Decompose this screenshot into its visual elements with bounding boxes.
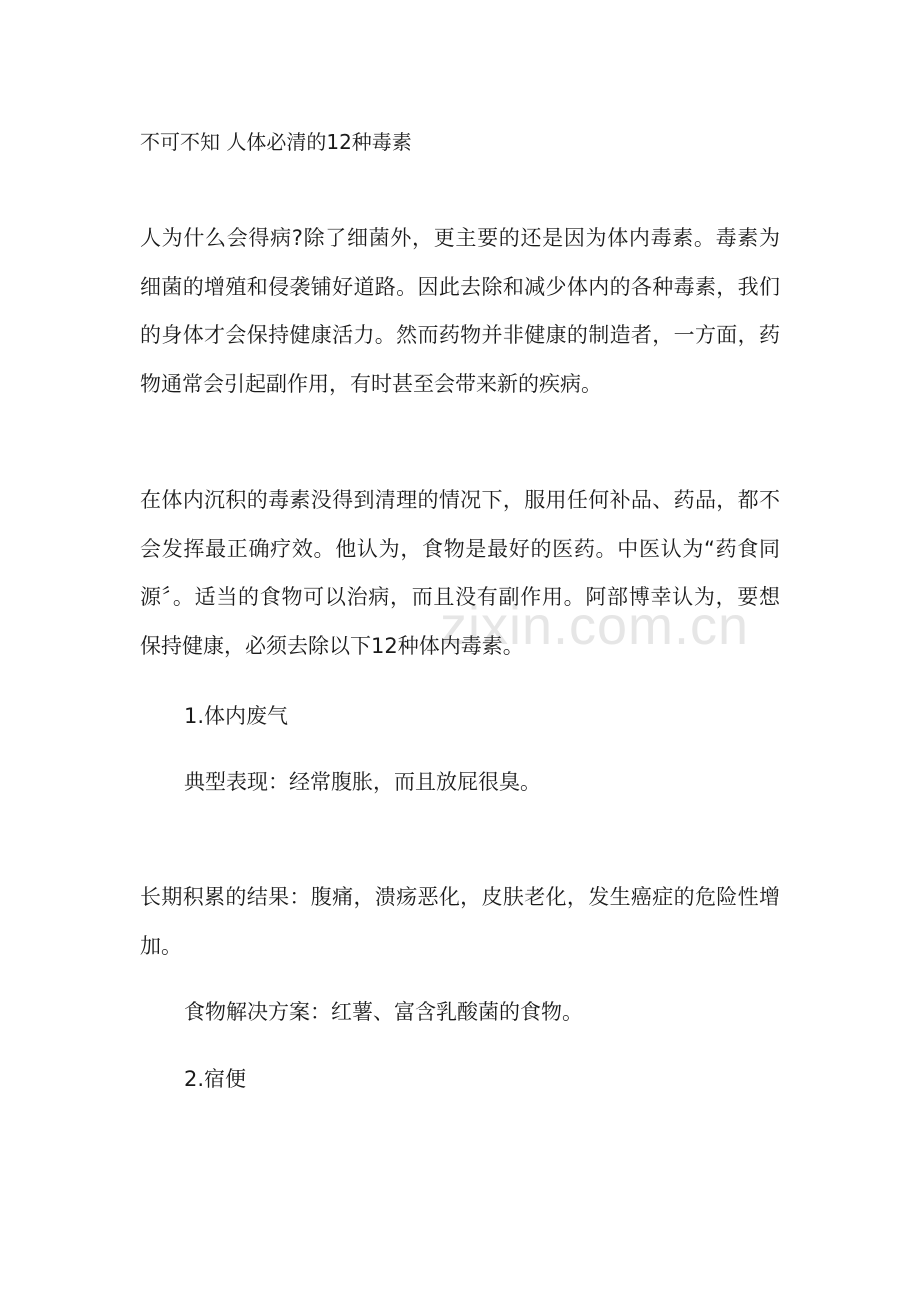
section-1-solution: 食物解决方案：红薯、富含乳酸菌的食物。 — [184, 1000, 583, 1024]
section-1-heading: 1.体内废气 — [184, 704, 289, 728]
watermark: zixin.com.cn — [440, 596, 750, 656]
document-title: 不可不知 人体必清的12种毒素 — [140, 130, 412, 154]
section-2-heading: 2.宿便 — [184, 1067, 247, 1091]
section-1-result: 长期积累的结果：腹痛，溃疡恶化，皮肤老化，发生癌症的危险性增加。 — [140, 885, 780, 958]
second-paragraph: 在体内沉积的毒素没得到清理的情况下，服用任何补品、药品，都不会发挥最正确疗效。他认为，食物是最好的医药。中医认为“药食同源〞。适当的食物可以治病，而且没有副作用。阿部博幸认为，要想保持健康，必须去除以下12种体内毒素。 — [140, 488, 780, 658]
intro-paragraph: 人为什么会得病?除了细菌外，更主要的还是因为体内毒素。毒素为细菌的增殖和侵袭铺好道路。因此去除和减少体内的各种毒素，我们的身体才会保持健康活力。然而药物并非健康的制造者，一方面，药物通常会引起副作用，有时甚至会带来新的疾病。 — [140, 226, 780, 396]
section-1-symptom: 典型表现：经常腹胀，而且放屁很臭。 — [184, 770, 541, 794]
